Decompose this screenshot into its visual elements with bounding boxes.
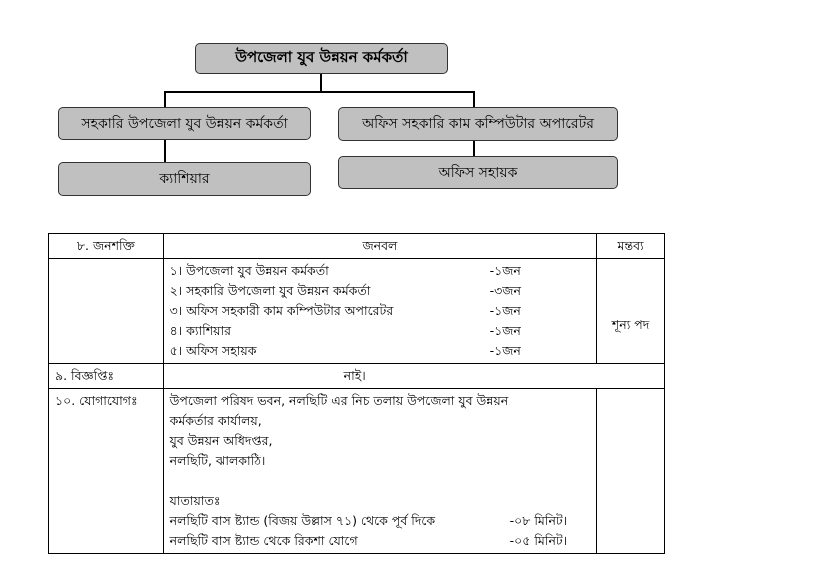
list-item: ৩। অফিস সহকারী কাম কম্পিউটার অপারেটর -১জন: [169, 303, 521, 318]
org-box-office-assistant-operator: অফিস সহকারি কাম কম্পিউটার অপারেটর: [338, 107, 618, 141]
contact-row: [49, 389, 665, 554]
row9-label: ৯. বিজ্ঞপ্তিঃ: [49, 364, 164, 389]
list-item: ৪। ক্যাশিয়ার -১জন: [169, 323, 521, 338]
info-table: [48, 233, 665, 554]
org-box-office-helper: অফিস সহায়ক: [338, 156, 618, 189]
contact-cell: উপজেলা পরিষদ ভবন, নলছিটি এর নিচ তলায় উপজেলা যুব উন্নয়ন কর্মকর্তার কার্যালয়, যুব উন্নয়ন অধিদপ্তর, নলছিটি, ঝালকাঠি। যাতায়াতঃ নলছিটি বাস ষ্ট্যান্ড (বিজয় উল্লাস ৭১) থেকে পূর্ব দিকে -০৮ মিনিট। নলছিটি বাস ষ্ট্যান্ড থেকে রিকশা যোগে -০৫ মিনিট।: [163, 389, 597, 554]
col-remarks: মন্তব্য: [597, 234, 665, 259]
org-box-cashier: ক্যাশিয়ার: [58, 162, 311, 196]
row10-label: ১০. যোগাযোগঃ: [49, 389, 164, 554]
transport-item: নলছিটি বাস ষ্ট্যান্ড থেকে রিকশা যোগে -০৫ মিনিট।: [169, 533, 568, 548]
org-box-upazila-officer: উপজেলা যুব উন্নয়ন কর্মকর্তা: [195, 43, 448, 74]
row9-value: নাই।: [163, 364, 664, 389]
remarks-cell: শূন্য পদ: [597, 259, 665, 364]
connector-line: [473, 91, 475, 108]
list-item: ১। উপজেলা যুব উন্নয়ন কর্মকর্তা -১জন: [169, 263, 521, 278]
transport-item: নলছিটি বাস ষ্ট্যান্ড (বিজয় উল্লাস ৭১) থেকে পূর্ব দিকে -০৮ মিনিট।: [169, 513, 568, 528]
list-item: ২। সহকারি উপজেলা যুব উন্নয়ন কর্মকর্তা -৩জন: [169, 283, 521, 298]
org-box-assistant-officer: সহকারি উপজেলা যুব উন্নয়ন কর্মকর্তা: [58, 107, 311, 140]
staff-row: [49, 259, 665, 364]
list-item: ৫। অফিস সহায়ক -১জন: [169, 343, 521, 358]
connector-line: [473, 141, 475, 156]
connector-line: [164, 140, 166, 162]
table-header-row: [49, 234, 665, 259]
col-manpower: জনবল: [163, 234, 597, 259]
staff-list: [163, 259, 597, 364]
notice-row: [49, 364, 665, 389]
row8-label: ৮. জনশক্তি: [49, 234, 164, 259]
connector-line: [164, 91, 166, 108]
transport-label: যাতায়াতঃ: [169, 493, 221, 508]
connector-line: [164, 91, 475, 93]
